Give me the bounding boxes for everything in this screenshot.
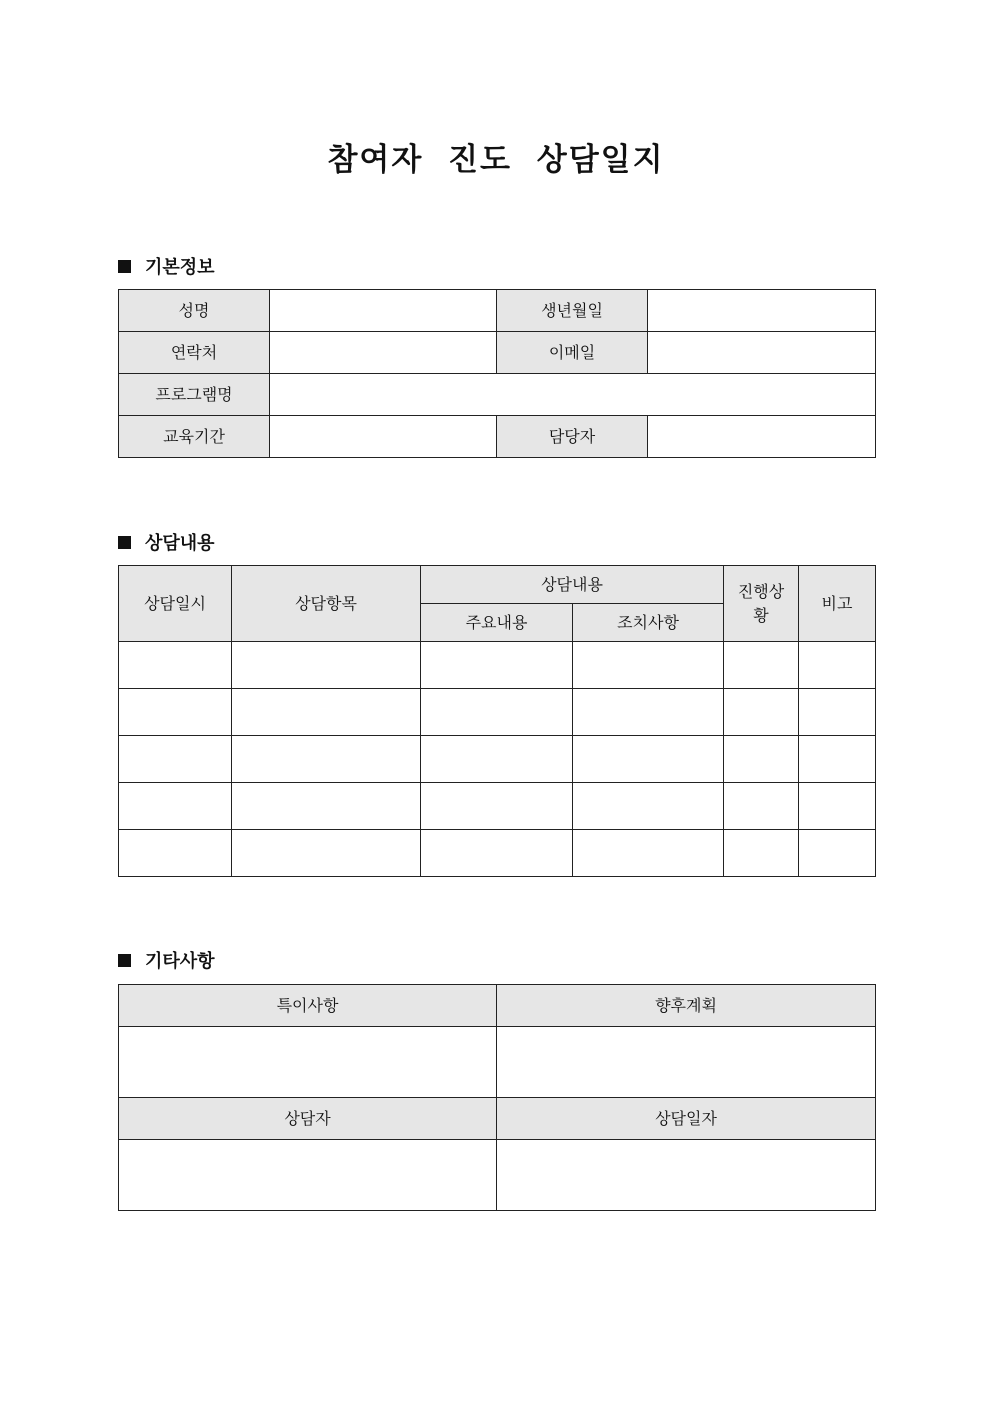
note-cell[interactable]	[799, 736, 876, 783]
table-row	[119, 1027, 876, 1098]
action-cell[interactable]	[573, 642, 724, 689]
action-cell[interactable]	[573, 783, 724, 830]
period-label: 교육기간	[119, 416, 270, 458]
contact-field[interactable]	[270, 332, 497, 374]
progress-cell[interactable]	[724, 642, 799, 689]
period-field[interactable]	[270, 416, 497, 458]
table-row	[119, 416, 876, 458]
table-row	[119, 689, 876, 736]
item-cell[interactable]	[232, 736, 421, 783]
main-content-cell[interactable]	[421, 736, 573, 783]
counsel-date-header: 상담일자	[497, 1098, 876, 1140]
square-bullet-icon	[118, 260, 131, 273]
email-label: 이메일	[497, 332, 648, 374]
document-title: 참여자 진도 상담일지	[327, 142, 665, 178]
name-field[interactable]	[270, 290, 497, 332]
note-cell[interactable]	[799, 642, 876, 689]
counselor-header: 상담자	[119, 1098, 497, 1140]
section-heading-basic	[118, 253, 215, 279]
counsel-content-table	[118, 565, 876, 877]
progress-cell[interactable]	[724, 689, 799, 736]
datetime-cell[interactable]	[119, 830, 232, 877]
program-field[interactable]	[270, 374, 876, 416]
action-header: 조치사항	[573, 604, 724, 642]
future-plan-field[interactable]	[497, 1027, 876, 1098]
table-row	[119, 783, 876, 830]
datetime-cell[interactable]	[119, 783, 232, 830]
counsel-date-field[interactable]	[497, 1140, 876, 1211]
table-row	[119, 290, 876, 332]
counselor-field[interactable]	[119, 1140, 497, 1211]
etc-table	[118, 984, 876, 1211]
note-cell[interactable]	[799, 830, 876, 877]
item-cell[interactable]	[232, 783, 421, 830]
main-content-header: 주요내용	[421, 604, 573, 642]
item-cell[interactable]	[232, 830, 421, 877]
table-header-row	[119, 985, 876, 1027]
datetime-cell[interactable]	[119, 736, 232, 783]
manager-label: 담당자	[497, 416, 648, 458]
manager-field[interactable]	[648, 416, 876, 458]
table-row	[119, 642, 876, 689]
counsel-item-header: 상담항목	[232, 566, 421, 642]
section-heading-etc-label: 기타사항	[145, 951, 215, 972]
counsel-datetime-header: 상담일시	[119, 566, 232, 642]
main-content-cell[interactable]	[421, 783, 573, 830]
contact-label: 연락처	[119, 332, 270, 374]
special-notes-field[interactable]	[119, 1027, 497, 1098]
square-bullet-icon	[118, 954, 131, 967]
basic-info-table	[118, 289, 876, 458]
square-bullet-icon	[118, 536, 131, 549]
action-cell[interactable]	[573, 830, 724, 877]
progress-cell[interactable]	[724, 783, 799, 830]
progress-header	[724, 566, 799, 642]
counsel-content-header: 상담내용	[421, 566, 724, 604]
email-field[interactable]	[648, 332, 876, 374]
progress-cell[interactable]	[724, 736, 799, 783]
progress-header-label: 진행상황	[737, 582, 785, 625]
item-cell[interactable]	[232, 689, 421, 736]
future-plan-header: 향후계획	[497, 985, 876, 1027]
note-header: 비고	[799, 566, 876, 642]
program-label: 프로그램명	[119, 374, 270, 416]
note-cell[interactable]	[799, 689, 876, 736]
table-row	[119, 736, 876, 783]
birthdate-field[interactable]	[648, 290, 876, 332]
section-heading-basic-label: 기본정보	[145, 257, 215, 278]
main-content-cell[interactable]	[421, 642, 573, 689]
action-cell[interactable]	[573, 736, 724, 783]
section-heading-counsel-label: 상담내용	[145, 533, 215, 554]
birthdate-label: 생년월일	[497, 290, 648, 332]
item-cell[interactable]	[232, 642, 421, 689]
name-label: 성명	[119, 290, 270, 332]
datetime-cell[interactable]	[119, 642, 232, 689]
progress-cell[interactable]	[724, 830, 799, 877]
table-header-row	[119, 1098, 876, 1140]
table-row	[119, 830, 876, 877]
section-heading-etc	[118, 947, 215, 973]
table-row	[119, 332, 876, 374]
table-row	[119, 374, 876, 416]
section-heading-counsel	[118, 529, 215, 555]
table-header-row	[119, 566, 876, 604]
special-notes-header: 특이사항	[119, 985, 497, 1027]
main-content-cell[interactable]	[421, 830, 573, 877]
note-cell[interactable]	[799, 783, 876, 830]
table-row	[119, 1140, 876, 1211]
datetime-cell[interactable]	[119, 689, 232, 736]
main-content-cell[interactable]	[421, 689, 573, 736]
action-cell[interactable]	[573, 689, 724, 736]
